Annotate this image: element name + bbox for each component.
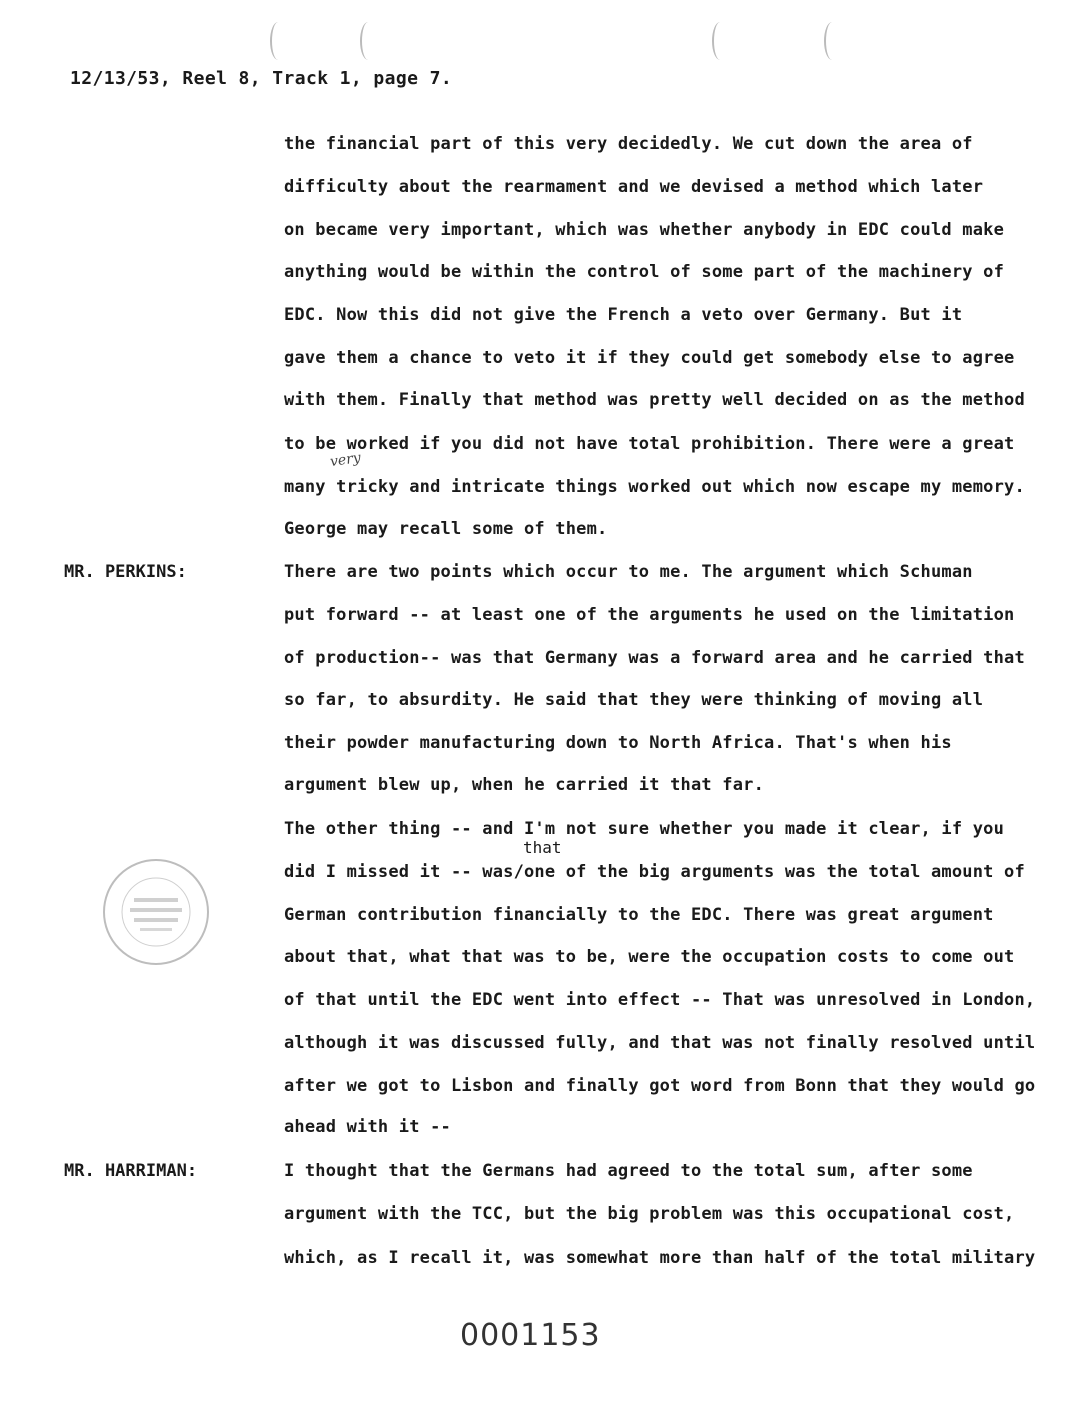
text-line: argument blew up, when he carried it that far. xyxy=(284,775,765,795)
text-line: although it was discussed fully, and that was not finally resolved until xyxy=(284,1033,1036,1053)
text-line: EDC. Now this did not give the French a veto over Germany. But it xyxy=(284,305,963,325)
text-line: gave them a chance to veto it if they could get somebody else to agree xyxy=(284,348,1015,368)
punch-mark xyxy=(712,22,728,60)
text-line: George may recall some of them. xyxy=(284,519,608,539)
text-line: There are two points which occur to me. The argument which Schuman xyxy=(284,562,973,582)
text-line: to be worked if you did not have total prohibition. There were a great xyxy=(284,434,1015,454)
speaker-label-perkins: MR. PERKINS: xyxy=(64,562,187,582)
text-line: which, as I recall it, was somewhat more than half of the total military xyxy=(284,1248,1036,1268)
text-line: so far, to absurdity. He said that they were thinking of moving all xyxy=(284,690,984,710)
text-line: German contribution financially to the EDC. There was great argument xyxy=(284,905,994,925)
text-line: anything would be within the control of some part of the machinery of xyxy=(284,262,1005,282)
text-line: after we got to Lisbon and finally got word from Bonn that they would go xyxy=(284,1076,1036,1096)
text-line: their powder manufacturing down to North Africa. That's when his xyxy=(284,733,952,753)
speaker-label-harriman: MR. HARRIMAN: xyxy=(64,1161,198,1181)
text-line: of that until the EDC went into effect -- That was unresolved in London, xyxy=(284,990,1036,1010)
typed-insert: that xyxy=(523,838,562,857)
text-line: many tricky and intricate things worked out which now escape my memory. xyxy=(284,477,1025,497)
text-line: ahead with it -- xyxy=(284,1117,451,1137)
page-number: 0001153 xyxy=(460,1318,601,1353)
text-line: on became very important, which was whether anybody in EDC could make xyxy=(284,220,1005,240)
text-line: with them. Finally that method was pretty well decided on as the method xyxy=(284,390,1025,410)
text-line: The other thing -- and I'm not sure whether you made it clear, if you xyxy=(284,819,1005,839)
text-line: of production-- was that Germany was a forward area and he carried that xyxy=(284,648,1025,668)
text-line: put forward -- at least one of the arguments he used on the limitation xyxy=(284,605,1015,625)
page-header: 12/13/53, Reel 8, Track 1, page 7. xyxy=(70,68,453,89)
text-line: I thought that the Germans had agreed to the total sum, after some xyxy=(284,1161,973,1181)
text-line: the financial part of this very decidedly. We cut down the area of xyxy=(284,134,973,154)
text-line: about that, what that was to be, were the occupation costs to come out xyxy=(284,947,1015,967)
punch-mark xyxy=(360,22,376,60)
text-line: argument with the TCC, but the big problem was this occupational cost, xyxy=(284,1204,1015,1224)
text-line: difficulty about the rearmament and we devised a method which later xyxy=(284,177,984,197)
library-stamp-icon xyxy=(100,856,212,968)
handwritten-insert: very xyxy=(329,449,362,471)
punch-mark xyxy=(270,22,286,60)
punch-mark xyxy=(824,22,840,60)
text-line: did I missed it -- was/one of the big arguments was the total amount of xyxy=(284,862,1025,882)
